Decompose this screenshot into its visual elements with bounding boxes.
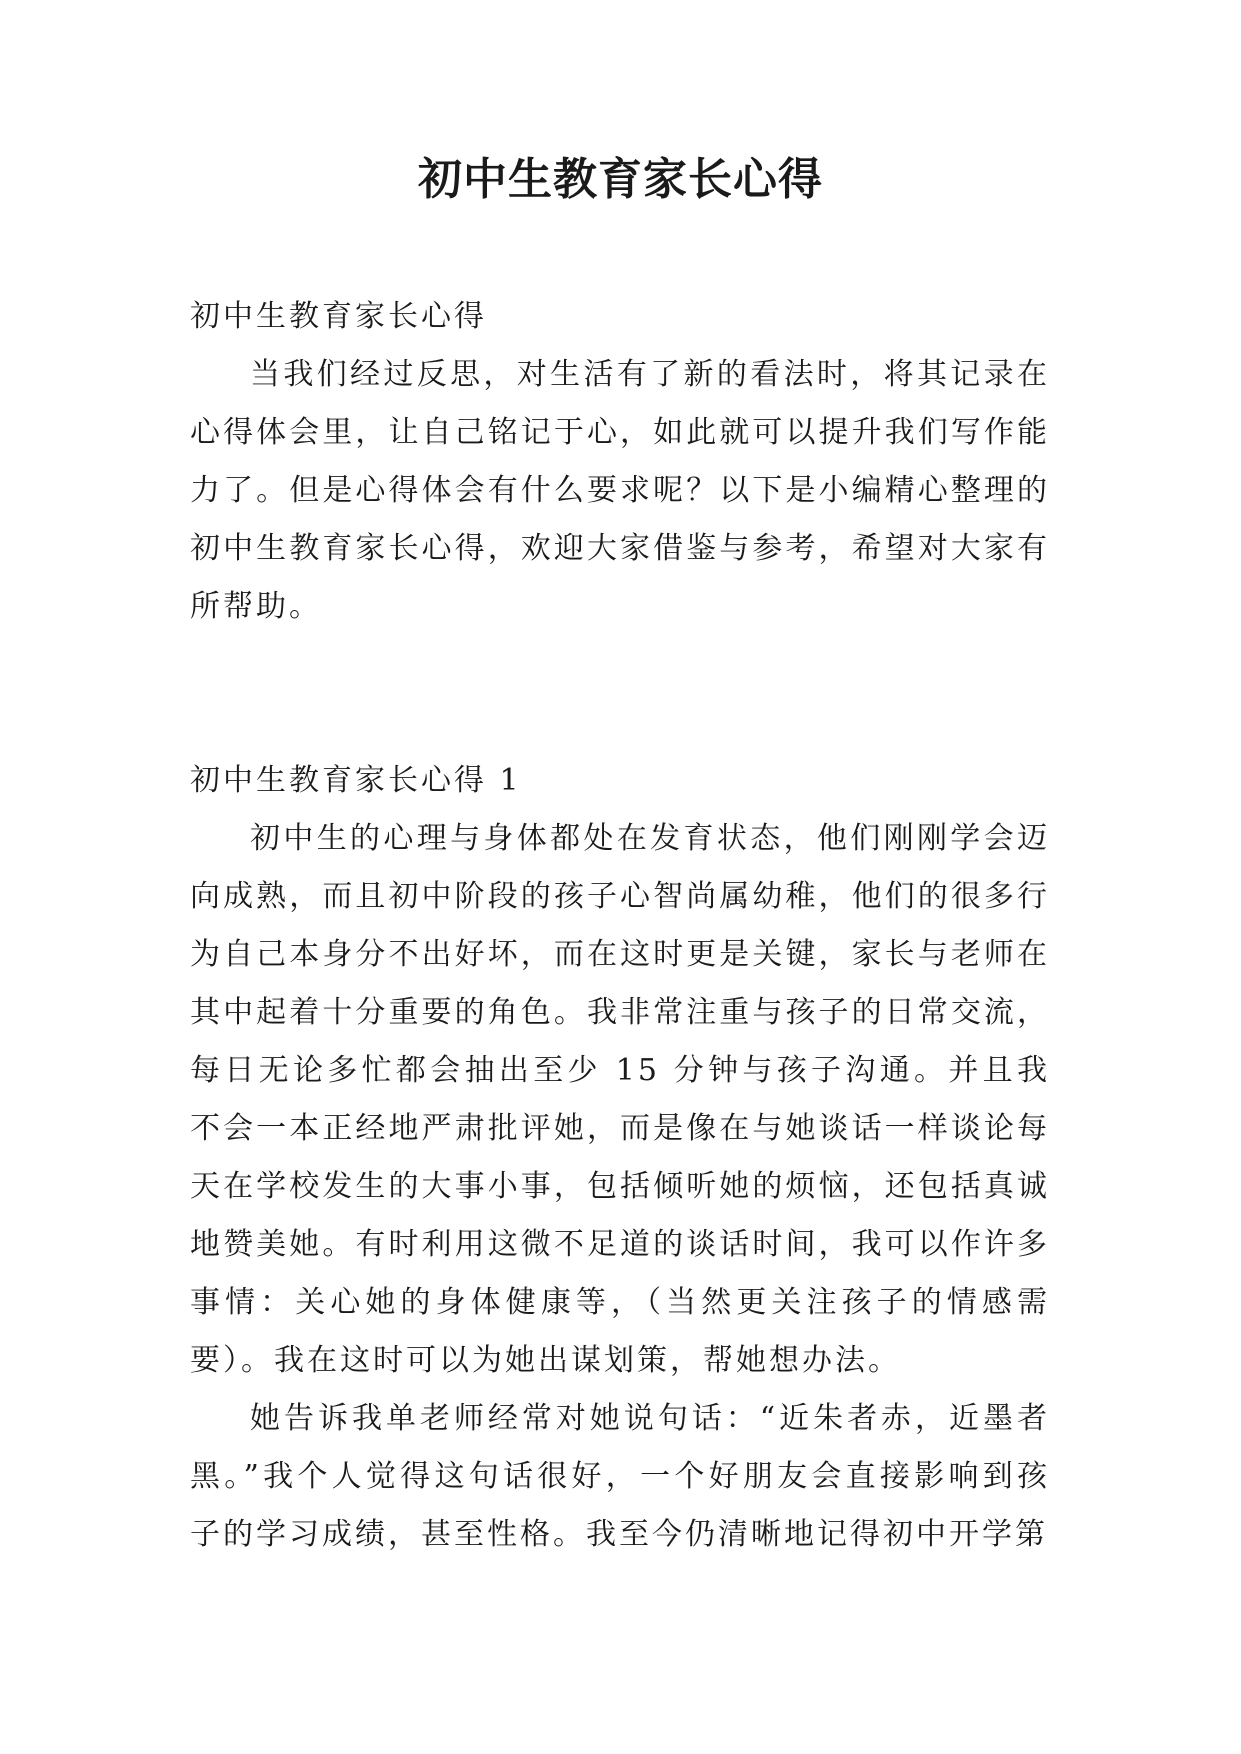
section-1-paragraph-1: 初中生的心理与身体都处在发育状态，他们刚刚学会迈向成熟，而且初中阶段的孩子心智尚属幼稚，他们的很多行为自己本身分不出好坏，而在这时更是关键，家长与老师在其中起着十分重要的角色。我非常注重与孩子的日常交流，每日无论多忙都会抽出至少 15 分钟与孩子沟通。并且我不会一本正经地严肃批评她，而是像在与她谈话一样谈论每天在学校发生的大事小事，包括倾听她的烦恼，还包括真诚地赞美她。有时利用这微不足道的谈话时间，我可以作许多事情：关心她的身体健康等，（当然更关注孩子的情感需要）。我在这时可以为她出谋划策，帮她想办法。 xyxy=(190,821,1050,1378)
section-1-heading: 初中生教育家长心得 1 xyxy=(190,763,522,798)
section-1-paragraph-2: 她告诉我单老师经常对她说句话：“近朱者赤，近墨者黑。”我个人觉得这句话很好，一个好朋友会直接影响到孩子的学习成绩，甚至性格。我至今仍清晰地记得初中开学第 xyxy=(190,1401,1050,1552)
document-title: 初中生教育家长心得 xyxy=(418,154,823,205)
intro-paragraph: 当我们经过反思，对生活有了新的看法时，将其记录在心得体会里，让自己铭记于心，如此就可以提升我们写作能力了。但是心得体会有什么要求呢？以下是小编精心整理的初中生教育家长心得，欢迎大家借鉴与参考，希望对大家有所帮助。 xyxy=(190,357,1050,624)
section-1 xyxy=(190,752,1050,1564)
intro-heading: 初中生教育家长心得 xyxy=(190,299,487,334)
intro-section xyxy=(190,288,1050,636)
